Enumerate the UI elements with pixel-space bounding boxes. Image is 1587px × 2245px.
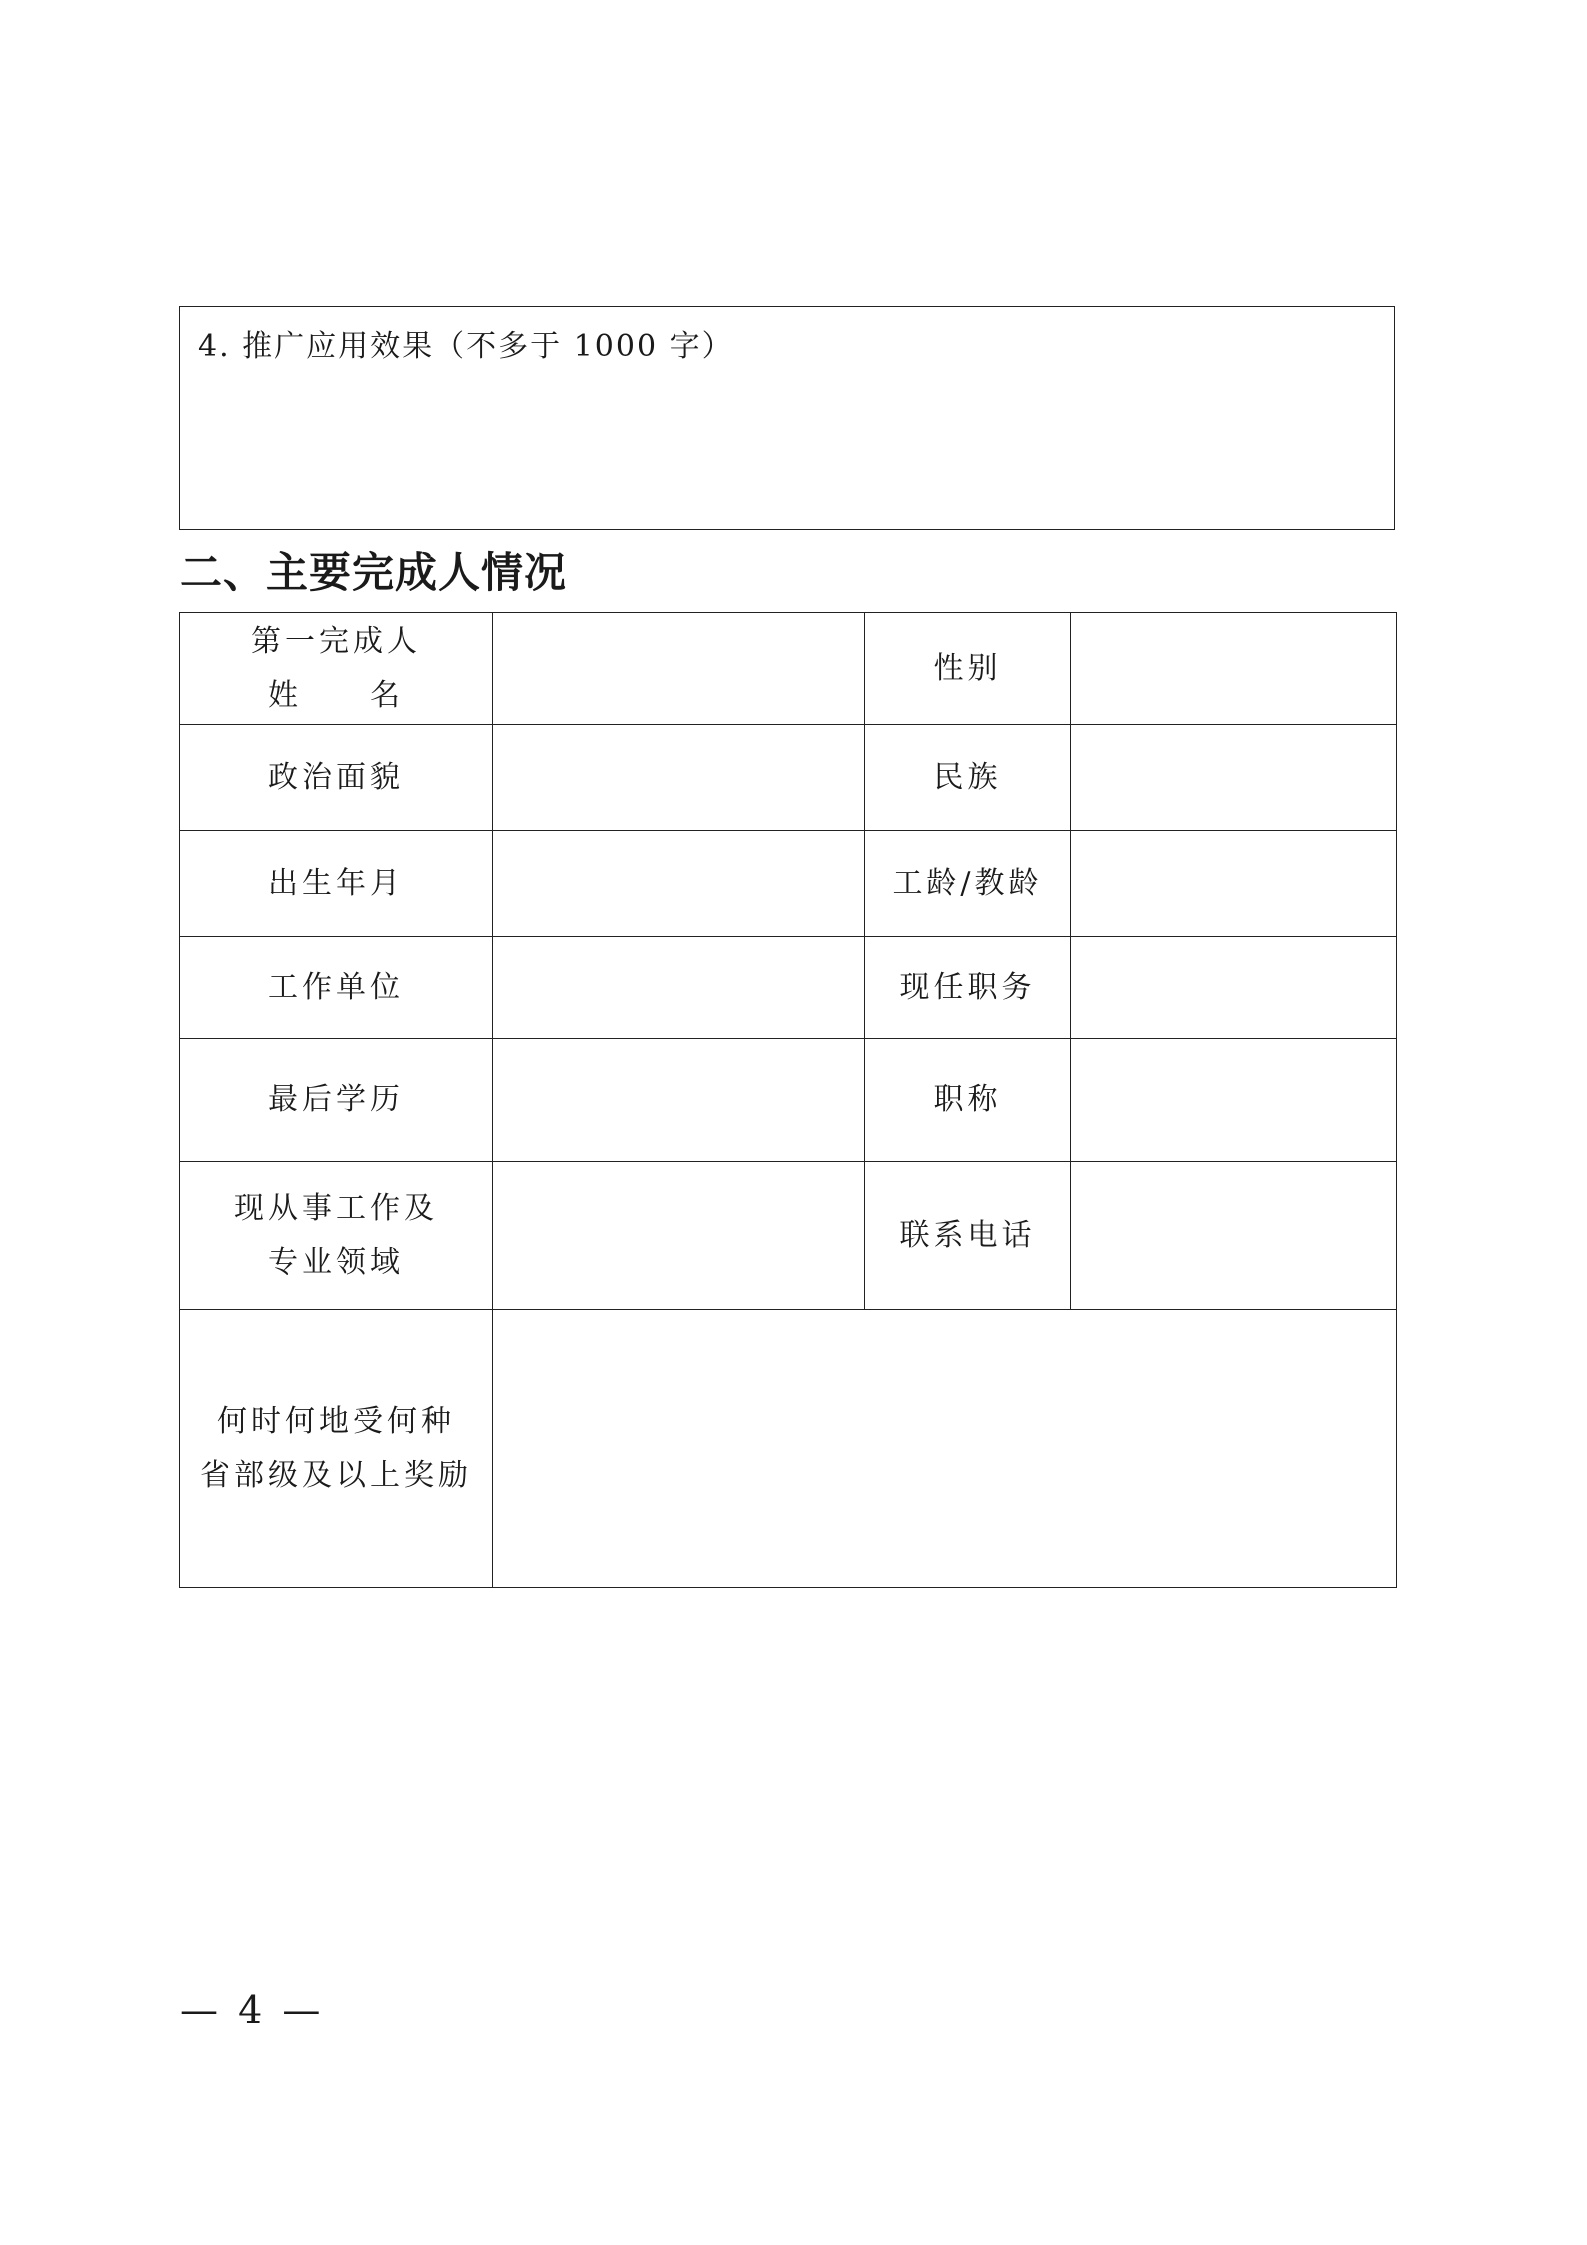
work-unit-field[interactable]: [493, 937, 865, 1039]
page-number: — 4 —: [180, 1988, 325, 2032]
current-position-label: 现任职务: [865, 937, 1071, 1039]
work-years-field[interactable]: [1071, 831, 1397, 937]
table-row: [180, 725, 1397, 831]
first-person-name-field[interactable]: [493, 613, 865, 725]
political-status-label: 政治面貌: [180, 725, 493, 831]
awards-field[interactable]: [493, 1310, 1397, 1588]
birth-date-label: 出生年月: [180, 831, 493, 937]
political-status-field[interactable]: [493, 725, 865, 831]
first-person-name-label: 第一完成人 姓 名: [180, 613, 493, 725]
table-row: [180, 1310, 1397, 1588]
work-unit-label: 工作单位: [180, 937, 493, 1039]
table-row: [180, 937, 1397, 1039]
table-row: [180, 831, 1397, 937]
section-heading: 二、主要完成人情况: [180, 548, 568, 597]
highest-education-field[interactable]: [493, 1039, 865, 1162]
phone-label: 联系电话: [865, 1162, 1071, 1310]
professional-title-field[interactable]: [1071, 1039, 1397, 1162]
birth-date-field[interactable]: [493, 831, 865, 937]
table-row: [180, 1162, 1397, 1310]
professional-title-label: 职称: [865, 1039, 1071, 1162]
work-years-label: 工龄/教龄: [865, 831, 1071, 937]
phone-field[interactable]: [1071, 1162, 1397, 1310]
gender-label: 性别: [865, 613, 1071, 725]
table-row: [180, 613, 1397, 725]
field-field[interactable]: [493, 1162, 865, 1310]
gender-field[interactable]: [1071, 613, 1397, 725]
current-position-field[interactable]: [1071, 937, 1397, 1039]
promotion-effect-label: 4. 推广应用效果（不多于 1000 字）: [198, 329, 734, 364]
awards-label: 何时何地受何种 省部级及以上奖励: [180, 1310, 493, 1588]
field-label: 现从事工作及 专业领域: [180, 1162, 493, 1310]
ethnicity-field[interactable]: [1071, 725, 1397, 831]
highest-education-label: 最后学历: [180, 1039, 493, 1162]
table-row: [180, 1039, 1397, 1162]
promotion-effect-box: [179, 306, 1395, 530]
main-person-table: [179, 612, 1397, 1588]
ethnicity-label: 民族: [865, 725, 1071, 831]
